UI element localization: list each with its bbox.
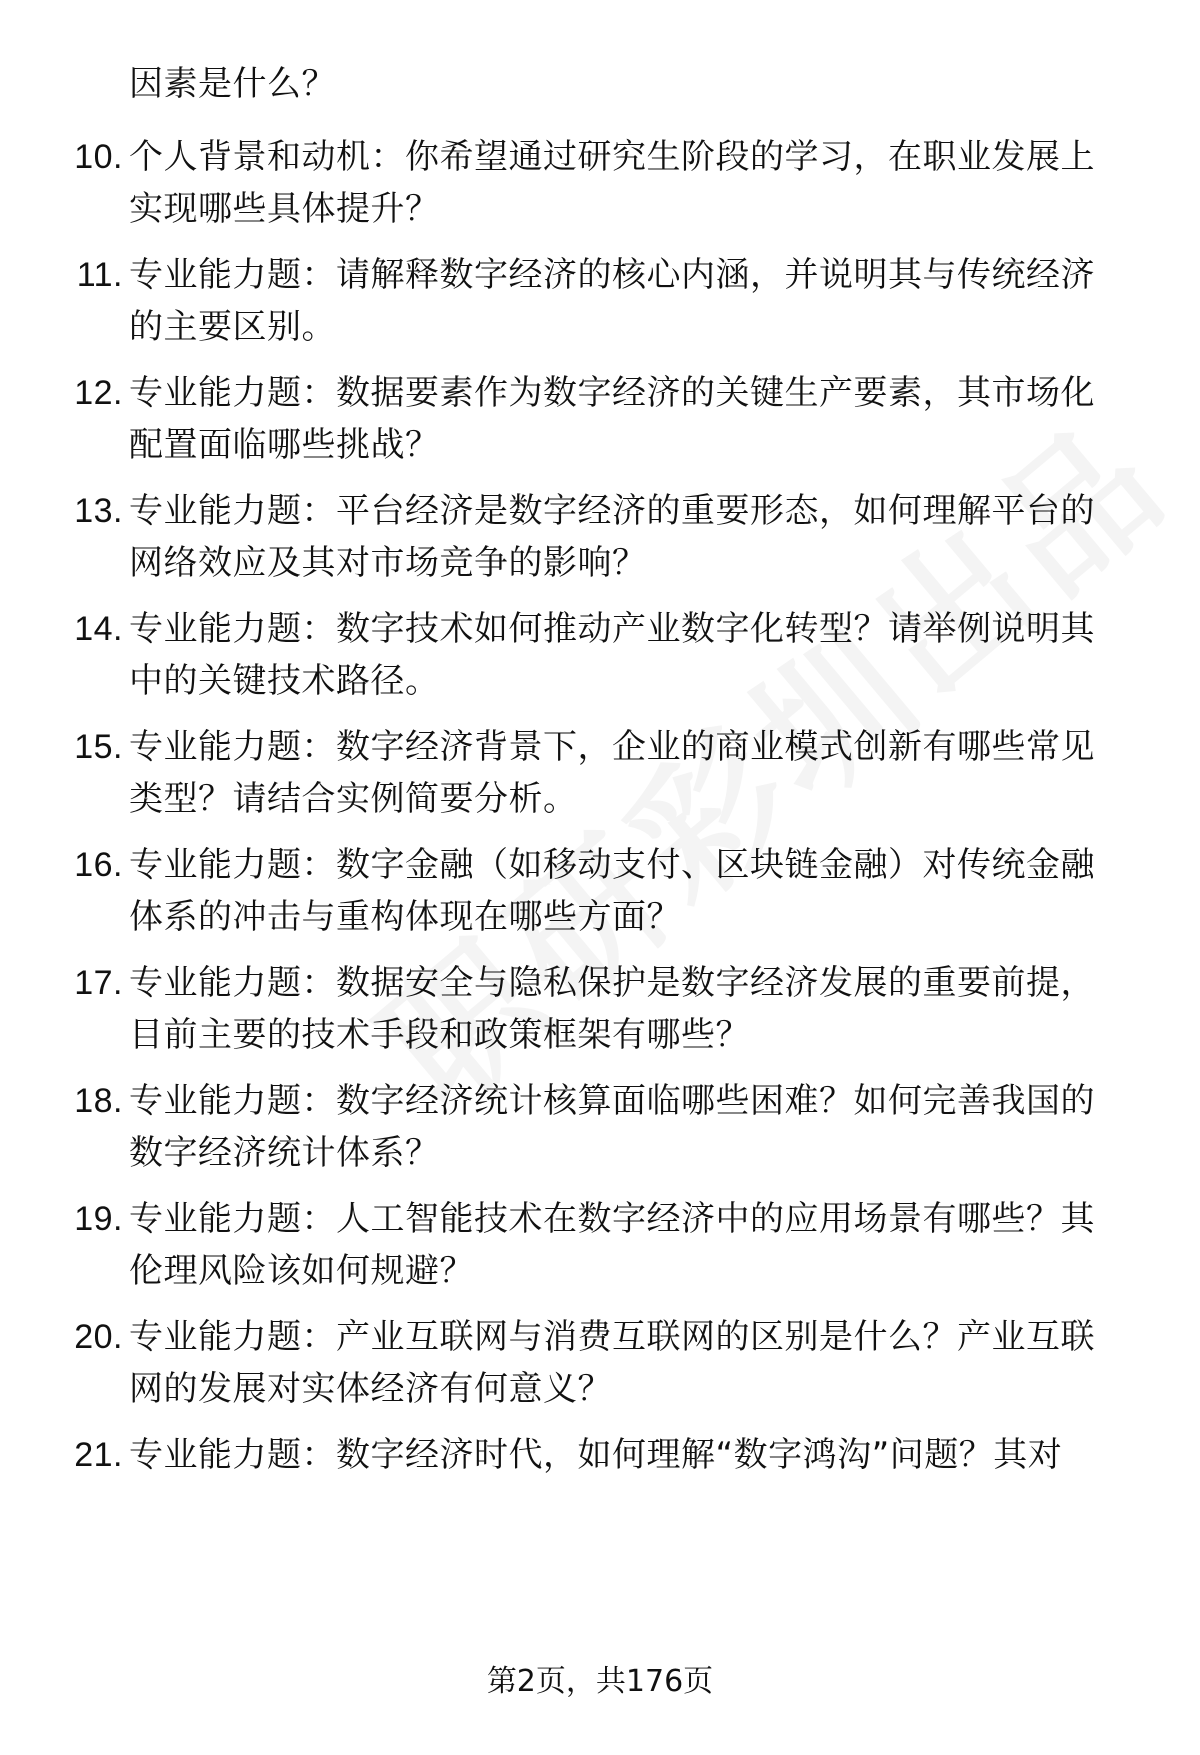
item-line: 实现哪些具体提升？ xyxy=(129,189,440,229)
list-item xyxy=(74,721,1139,825)
list-item xyxy=(74,485,1139,589)
item-line: 专业能力题：数字技术如何推动产业数字化转型？请举例说明其 xyxy=(129,609,1095,649)
list-item xyxy=(74,1075,1139,1179)
item-number: 21. xyxy=(74,1436,123,1474)
item-number: 19. xyxy=(74,1200,123,1238)
item-line: 专业能力题：请解释数字经济的核心内涵，并说明其与传统经济 xyxy=(129,255,1095,295)
list-item xyxy=(74,131,1139,235)
item-number: 18. xyxy=(74,1082,123,1120)
item-number: 11. xyxy=(76,256,123,294)
item-line: 体系的冲击与重构体现在哪些方面？ xyxy=(129,897,681,937)
item-line: 专业能力题：数字经济统计核算面临哪些困难？如何完善我国的 xyxy=(129,1081,1095,1121)
item-line: 网络效应及其对市场竞争的影响？ xyxy=(129,543,647,583)
item-number: 14. xyxy=(74,610,123,648)
list-item xyxy=(74,603,1139,707)
item-line: 专业能力题：数字金融（如移动支付、区块链金融）对传统金融 xyxy=(129,845,1095,885)
list-item xyxy=(74,957,1139,1061)
list-item xyxy=(76,249,1139,353)
item-number: 12. xyxy=(74,374,123,412)
item-line: 专业能力题：平台经济是数字经济的重要形态，如何理解平台的 xyxy=(129,491,1095,531)
item-line: 数字经济统计体系？ xyxy=(129,1133,440,1173)
item-number: 10. xyxy=(74,138,123,176)
item-line: 中的关键技术路径。 xyxy=(129,661,440,701)
page-number-footer: 第2页，共176页 xyxy=(486,1664,714,1699)
item-line: 网的发展对实体经济有何意义？ xyxy=(129,1369,612,1409)
item-line: 专业能力题：数字经济时代，如何理解“数字鸿沟”问题？其对 xyxy=(129,1435,1063,1475)
item-line: 类型？请结合实例简要分析。 xyxy=(129,779,578,819)
item-line: 目前主要的技术手段和政策框架有哪些？ xyxy=(129,1015,750,1055)
list-item xyxy=(74,839,1139,943)
continuation-text xyxy=(129,58,1139,110)
item-number: 16. xyxy=(74,846,123,884)
item-number: 20. xyxy=(74,1318,123,1356)
item-line: 专业能力题：人工智能技术在数字经济中的应用场景有哪些？其 xyxy=(129,1199,1095,1239)
item-line: 专业能力题：数字经济背景下，企业的商业模式创新有哪些常见 xyxy=(129,727,1095,767)
list-item xyxy=(74,1193,1139,1297)
list-item xyxy=(74,1429,1139,1481)
item-line: 的主要区别。 xyxy=(129,307,336,347)
item-number: 17. xyxy=(74,964,123,1002)
item-line: 专业能力题：产业互联网与消费互联网的区别是什么？产业互联 xyxy=(129,1317,1095,1357)
item-line: 专业能力题：数据安全与隐私保护是数字经济发展的重要前提， xyxy=(129,963,1095,1003)
item-line: 个人背景和动机：你希望通过研究生阶段的学习，在职业发展上 xyxy=(129,137,1095,177)
list-item xyxy=(74,367,1139,471)
item-line: 配置面临哪些挑战？ xyxy=(129,425,440,465)
list-item xyxy=(74,1311,1139,1415)
item-line: 专业能力题：数据要素作为数字经济的关键生产要素，其市场化 xyxy=(129,373,1095,413)
item-line: 因素是什么？ xyxy=(129,64,336,104)
item-number: 13. xyxy=(74,492,123,530)
item-number: 15. xyxy=(74,728,123,766)
item-line: 伦理风险该如何规避？ xyxy=(129,1251,474,1291)
